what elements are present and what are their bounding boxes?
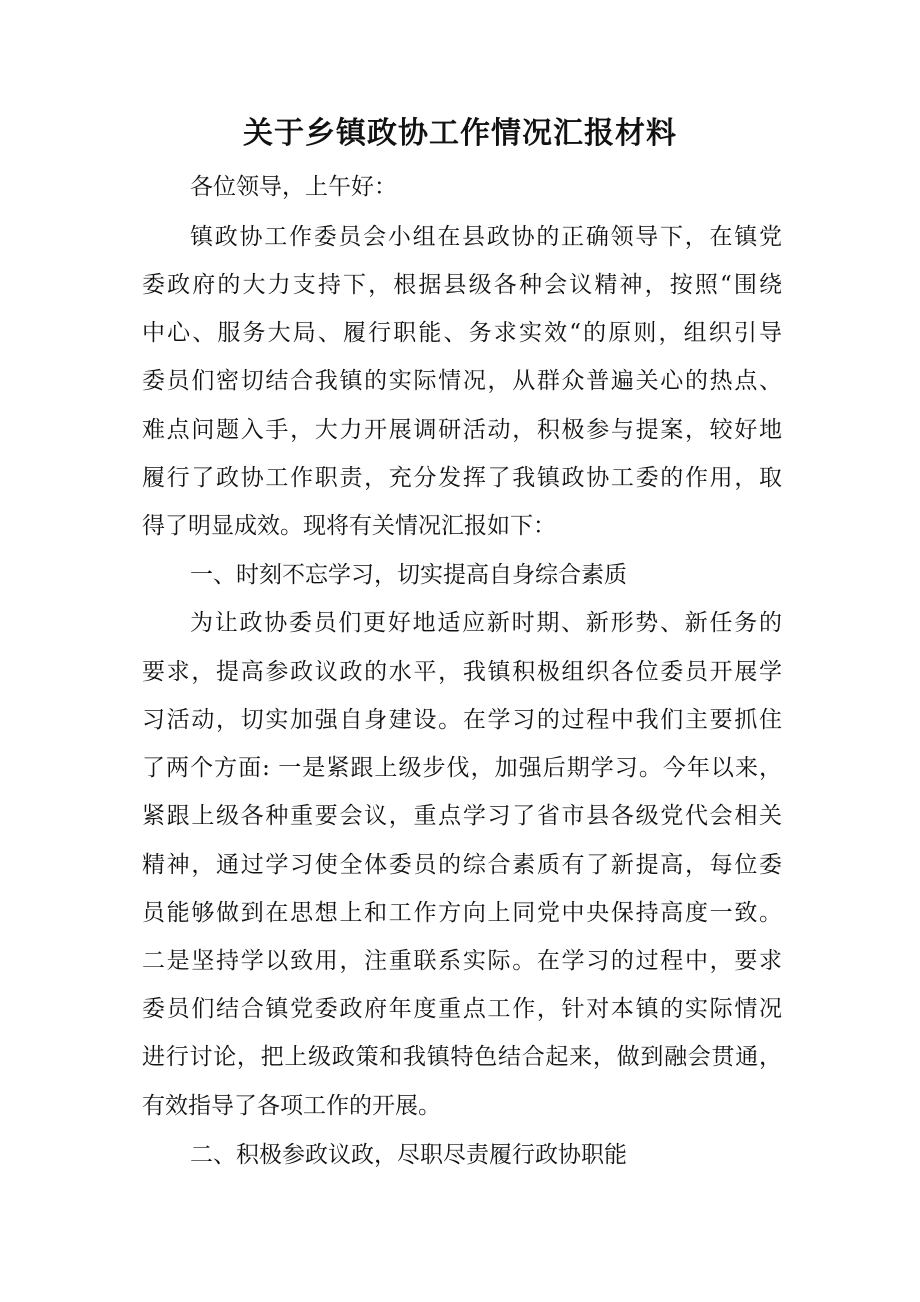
section-heading: 一、时刻不忘学习，切实提高自身综合素质	[190, 562, 627, 588]
paragraph-line: 有效指导了各项工作的开展。	[142, 1093, 441, 1119]
paragraph-line: 履行了政协工作职责，充分发挥了我镇政协工委的作用，取	[142, 465, 782, 491]
paragraph-line: 镇政协工作委员会小组在县政协的正确领导下，在镇党	[190, 224, 782, 250]
paragraph-line: 为让政协委员们更好地适应新时期、新形势、新任务的	[190, 610, 782, 636]
paragraph-line: 要求，提高参政议政的水平，我镇积极组织各位委员开展学	[142, 659, 782, 685]
paragraph-line: 得了明显成效。现将有关情况汇报如下：	[142, 513, 556, 539]
paragraph-line: 员能够做到在思想上和工作方向上同党中央保持高度一致。	[142, 900, 782, 926]
paragraph-line: 难点问题入手，大力开展调研活动，积极参与提案，较好地	[142, 417, 782, 443]
document-title: 关于乡镇政协工作情况汇报材料	[243, 116, 677, 151]
paragraph-line: 紧跟上级各种重要会议，重点学习了省市县各级党代会相关	[142, 803, 782, 829]
paragraph-line: 精神，通过学习使全体委员的综合素质有了新提高，每位委	[142, 852, 782, 878]
paragraph-line: 二是坚持学以致用，注重联系实际。在学习的过程中，要求	[142, 948, 782, 974]
paragraph-line: 委政府的大力支持下，根据县级各种会议精神，按照“围绕	[142, 272, 782, 298]
paragraph-line: 委员们密切结合我镇的实际情况，从群众普遍关心的热点、	[142, 368, 782, 394]
paragraph-line: 中心、服务大局、履行职能、务求实效“的原则，组织引导	[142, 320, 782, 346]
greeting-line: 各位领导，上午好：	[190, 174, 397, 200]
paragraph-line: 委员们结合镇党委政府年度重点工作，针对本镇的实际情况	[142, 996, 782, 1022]
paragraph-line: 习活动，切实加强自身建设。在学习的过程中我们主要抓住	[142, 707, 782, 733]
paragraph-line: 进行讨论，把上级政策和我镇特色结合起来，做到融会贯通，	[142, 1044, 782, 1070]
section-heading: 二、积极参政议政，尽职尽责履行政协职能	[190, 1142, 627, 1168]
paragraph-line: 了两个方面: 一是紧跟上级步伐，加强后期学习。今年以来，	[142, 755, 782, 781]
